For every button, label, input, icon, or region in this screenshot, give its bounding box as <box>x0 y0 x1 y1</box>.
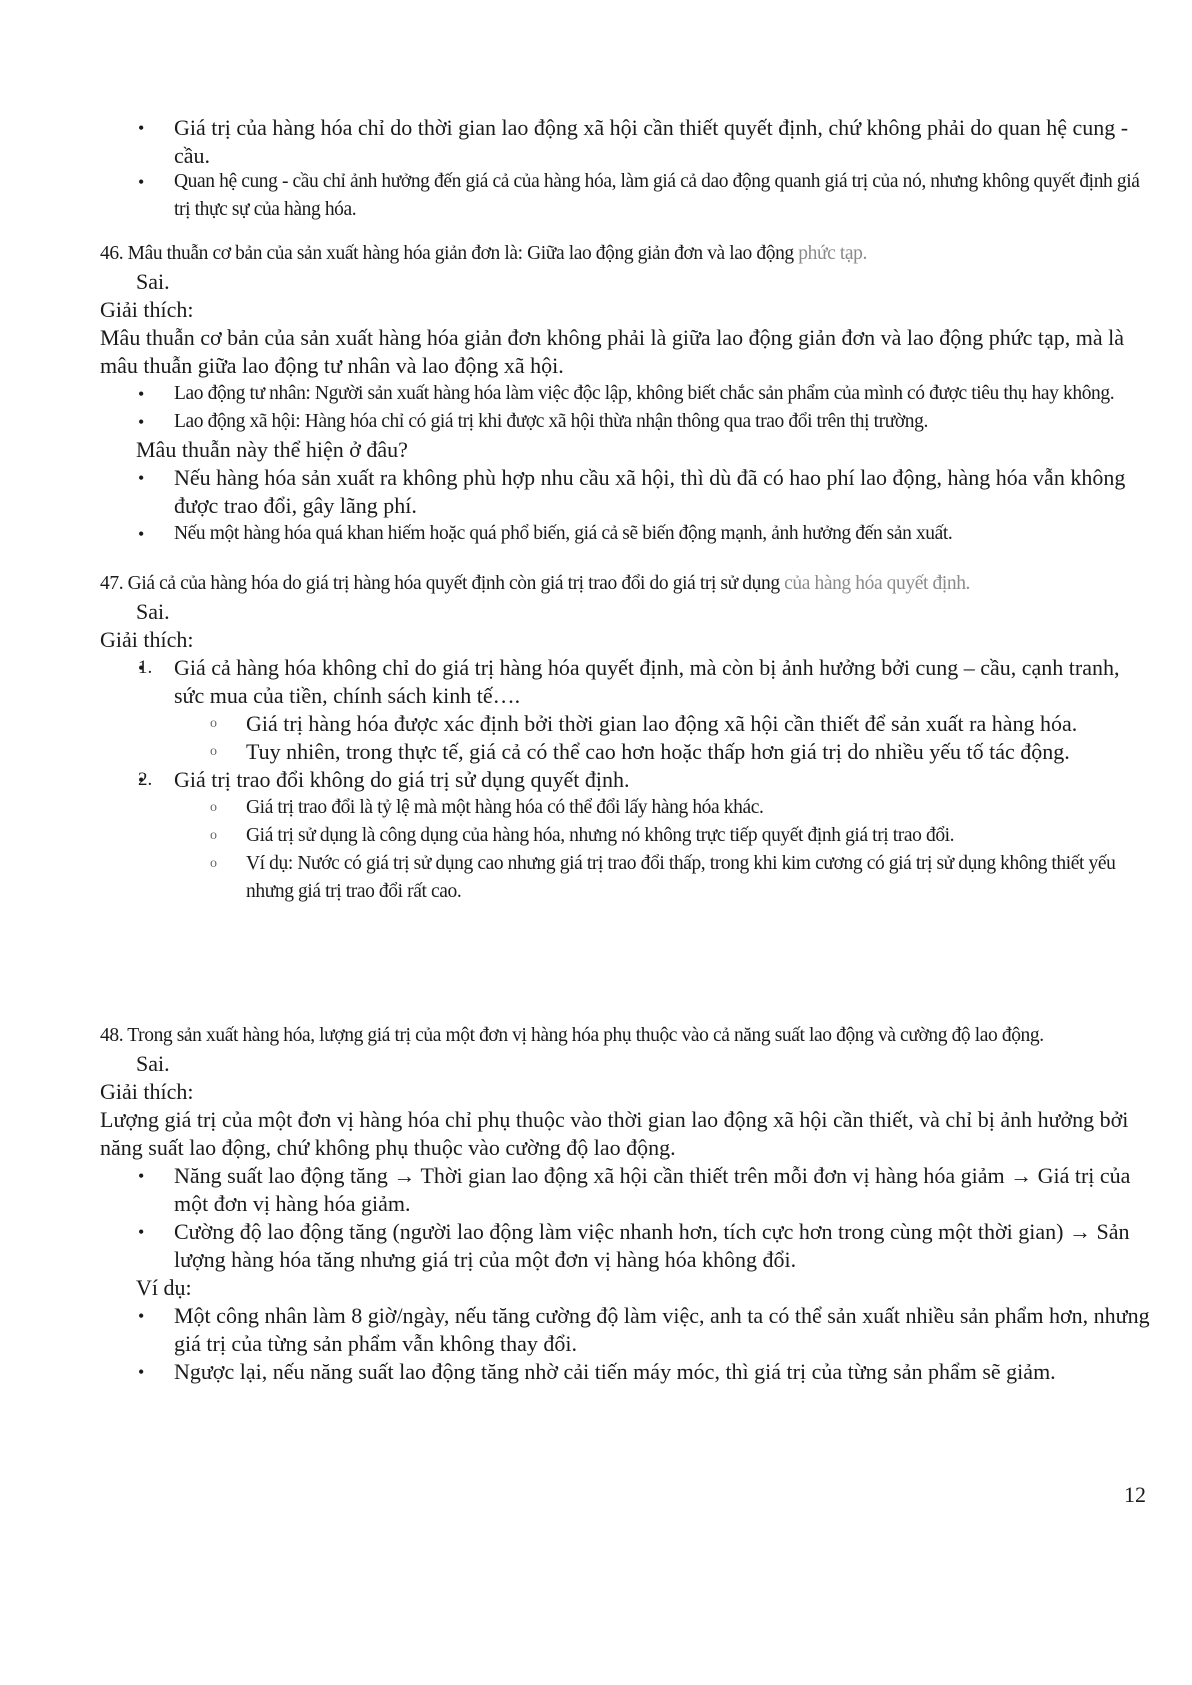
top-bullet-list <box>100 114 1150 224</box>
explain-46: Mâu thuẫn cơ bản của sản xuất hàng hóa giản đơn không phải là giữa lao động giản đơn và lao động phức tạp, mà là mâu thuẫn giữa lao động tư nhân và lao động xã hội. <box>100 325 1125 378</box>
question-48-text: 48. Trong sản xuất hàng hóa, lượng giá trị của một đơn vị hàng hóa phụ thuộc vào cả năng suất lao động và cường độ lao động. <box>100 1025 1044 1046</box>
example-label-48: Ví dụ: <box>136 1275 192 1300</box>
sub-item: o Tuy nhiên, trong thực tế, giá cả có thể cao hơn hoặc thấp hơn giá trị do nhiều yếu tố tác động. <box>100 738 1150 766</box>
list-item: • Nếu một hàng hóa quá khan hiếm hoặc quá phổ biến, giá cả sẽ biến động mạnh, ảnh hưởng đến sản xuất. <box>100 520 1150 548</box>
list-item: • Lao động tư nhân: Người sản xuất hàng hóa làm việc độc lập, không biết chắc sản phẩm của mình có được tiêu thụ hay không. <box>100 380 1150 408</box>
sub-item: o Giá trị hàng hóa được xác định bởi thời gian lao động xã hội cần thiết để sản xuất ra hàng hóa. <box>100 710 1150 738</box>
sub-item: o Giá trị sử dụng là công dụng của hàng hóa, nhưng nó không trực tiếp quyết định giá trị trao đổi. <box>100 822 1150 850</box>
sub-heading-46: Mâu thuẫn này thể hiện ở đâu? <box>136 437 408 462</box>
answer-47: Sai. <box>136 599 170 624</box>
question-46-text: 46. Mâu thuẫn cơ bản của sản xuất hàng hóa giản đơn là: Giữa lao động giản đơn và lao động phức tạp. <box>100 243 867 264</box>
explain-label-47: Giải thích: <box>100 627 194 652</box>
list-item: • Lao động xã hội: Hàng hóa chỉ có giá trị khi được xã hội thừa nhận thông qua trao đổi trên thị trường. <box>100 408 1150 436</box>
question-47-text: 47. Giá cả của hàng hóa do giá trị hàng hóa quyết định còn giá trị trao đổi do giá trị sử dụng của hàng hóa quyết định. <box>100 573 971 594</box>
question-46 <box>100 240 1150 548</box>
explain-48: Lượng giá trị của một đơn vị hàng hóa chỉ phụ thuộc vào thời gian lao động xã hội cần thiết, và chỉ bị ảnh hưởng bởi năng suất lao động, chứ không phụ thuộc vào cường độ lao động. <box>100 1107 1129 1160</box>
explain-label-48: Giải thích: <box>100 1079 194 1104</box>
question-48 <box>100 1022 1150 1386</box>
explain-label-46: Giải thích: <box>100 297 194 322</box>
page-number: 12 <box>1124 1482 1146 1507</box>
numbered-item: • 1. Giá cả hàng hóa không chỉ do giá trị hàng hóa quyết định, mà còn bị ảnh hưởng bởi cung – cầu, cạnh tranh, sức mua của tiền, chính sách kinh tế…. <box>100 654 1150 710</box>
list-item: • Cường độ lao động tăng (người lao động làm việc nhanh hơn, tích cực hơn trong cùng một thời gian) → Sản lượng hàng hóa tăng nhưng giá trị của một đơn vị hàng hóa không đổi. <box>100 1218 1150 1274</box>
sub-item: o Giá trị trao đổi là tỷ lệ mà một hàng hóa có thể đổi lấy hàng hóa khác. <box>100 794 1150 822</box>
question-47 <box>100 570 1150 906</box>
answer-48: Sai. <box>136 1051 170 1076</box>
sub-item: o Ví dụ: Nước có giá trị sử dụng cao nhưng giá trị trao đổi thấp, trong khi kim cương có giá trị sử dụng không thiết yếu nhưng giá trị trao đổi rất cao. <box>100 850 1150 906</box>
list-item: • Năng suất lao động tăng → Thời gian lao động xã hội cần thiết trên mỗi đơn vị hàng hóa giảm → Giá trị của một đơn vị hàng hóa giảm. <box>100 1162 1150 1218</box>
numbered-item: • 2. Giá trị trao đổi không do giá trị sử dụng quyết định. <box>100 766 1150 794</box>
list-item: • Nếu hàng hóa sản xuất ra không phù hợp nhu cầu xã hội, thì dù đã có hao phí lao động, hàng hóa vẫn không được trao đổi, gây lãng phí. <box>100 464 1150 520</box>
list-item: • Một công nhân làm 8 giờ/ngày, nếu tăng cường độ làm việc, anh ta có thể sản xuất nhiều sản phẩm hơn, nhưng giá trị của từng sản phẩm vẫn không thay đổi. <box>100 1302 1150 1358</box>
list-item: • Ngược lại, nếu năng suất lao động tăng nhờ cải tiến máy móc, thì giá trị của từng sản phẩm sẽ giảm. <box>100 1358 1150 1386</box>
list-item: • Giá trị của hàng hóa chỉ do thời gian lao động xã hội cần thiết quyết định, chứ không phải do quan hệ cung - cầu. <box>100 114 1150 170</box>
answer-46: Sai. <box>136 269 170 294</box>
list-item: • Quan hệ cung - cầu chỉ ảnh hưởng đến giá cả của hàng hóa, làm giá cả dao động quanh giá trị của nó, nhưng không quyết định giá trị thực sự của hàng hóa. <box>100 168 1150 224</box>
